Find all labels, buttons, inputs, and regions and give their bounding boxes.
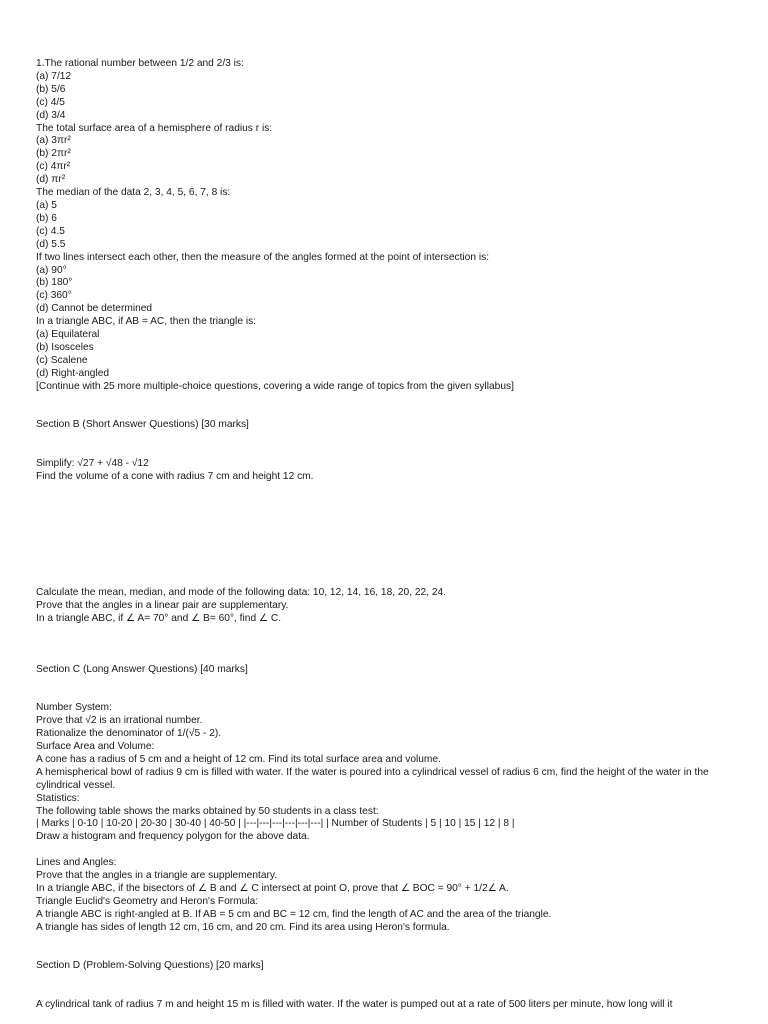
option-line: (b) 5/6 xyxy=(36,83,66,95)
spacer xyxy=(36,844,726,857)
option-line: (a) 3πr² xyxy=(36,135,71,147)
question-line: In a triangle ABC, if ∠ A= 70° and ∠ B= 60°, find ∠ C. xyxy=(36,612,282,624)
section-c xyxy=(36,664,726,935)
option-line: (a) Equilateral xyxy=(36,329,100,341)
option-line: (c) 4.5 xyxy=(36,225,65,237)
question-line: If two lines intersect each other, then the measure of the angles formed at the point of intersection is: xyxy=(36,251,490,263)
spacer xyxy=(36,484,726,587)
option-line: (a) 5 xyxy=(36,199,57,211)
question-line: The total surface area of a hemisphere of radius r is: xyxy=(36,122,273,134)
question-line: A triangle ABC is right-angled at B. If AB = 5 cm and BC = 12 cm, find the length of AC and the area of the triangle. xyxy=(36,908,552,920)
question-line: In a triangle ABC, if AB = AC, then the triangle is: xyxy=(36,316,257,328)
section-b xyxy=(36,419,726,625)
section-c-heading: Section C (Long Answer Questions) [40 marks] xyxy=(36,663,248,675)
topic-line: Lines and Angles: xyxy=(36,857,117,869)
question-line: Prove that the angles in a triangle are supplementary. xyxy=(36,870,278,882)
question-line: A cone has a radius of 5 cm and a height of 12 cm. Find its total surface area and volume. xyxy=(36,753,441,765)
question-line: Simplify: √27 + √48 - √12 xyxy=(36,458,149,470)
question-line: Rationalize the denominator of 1/(√5 - 2). xyxy=(36,728,222,740)
document-page xyxy=(36,58,726,1012)
question-line: The median of the data 2, 3, 4, 5, 6, 7, 8 is: xyxy=(36,187,231,199)
option-line: (d) 5.5 xyxy=(36,238,66,250)
spacer xyxy=(36,432,726,458)
question-line: A triangle has sides of length 12 cm, 16 cm, and 20 cm. Find its area using Heron's formula. xyxy=(36,921,450,933)
option-line: (b) 6 xyxy=(36,212,57,224)
option-line: (c) 4πr² xyxy=(36,161,71,173)
option-line: (c) 360° xyxy=(36,290,72,302)
option-line: (c) 4/5 xyxy=(36,96,65,108)
question-line: Prove that √2 is an irrational number. xyxy=(36,715,203,727)
question-line: The following table shows the marks obtained by 50 students in a class test: xyxy=(36,805,379,817)
option-line: (c) Scalene xyxy=(36,354,88,366)
question-line: A cylindrical tank of radius 7 m and height 15 m is filled with water. If the water is pumped out at a rate of 500 liters per minute, how long will it xyxy=(36,999,673,1011)
option-line: (d) 3/4 xyxy=(36,109,66,121)
option-line: (a) 7/12 xyxy=(36,70,72,82)
question-line: Draw a histogram and frequency polygon for the above data. xyxy=(36,831,310,843)
question-line: A hemispherical bowl of radius 9 cm is filled with water. If the water is poured into a cylindrical vessel of radius 6 cm, find the height of the water in the cylindrical vessel. xyxy=(36,766,712,791)
question-line: Find the volume of a cone with radius 7 cm and height 12 cm. xyxy=(36,470,314,482)
topic-line: Triangle Euclid's Geometry and Heron's Formula: xyxy=(36,895,259,907)
option-line: (a) 90° xyxy=(36,264,67,276)
section-d xyxy=(36,960,726,1012)
question-line: 1.The rational number between 1/2 and 2/3 is: xyxy=(36,58,244,69)
option-line: (d) Right-angled xyxy=(36,367,110,379)
question-line: Prove that the angles in a linear pair are supplementary. xyxy=(36,599,289,611)
option-line: (d) Cannot be determined xyxy=(36,303,153,315)
question-line: In a triangle ABC, if the bisectors of ∠ B and ∠ C intersect at point O, prove that ∠ BOC = 90° + 1/2∠ A. xyxy=(36,882,509,894)
instruction-note: [Continue with 25 more multiple-choice questions, covering a wide range of topics from the given syllabus] xyxy=(36,380,514,392)
spacer xyxy=(36,935,726,961)
section-a xyxy=(36,58,726,394)
option-line: (d) πr² xyxy=(36,174,66,186)
question-line: Calculate the mean, median, and mode of the following data: 10, 12, 14, 16, 18, 20, 22, 24. xyxy=(36,586,447,598)
spacer xyxy=(36,626,726,664)
spacer xyxy=(36,973,726,999)
spacer xyxy=(36,394,726,420)
section-d-heading: Section D (Problem-Solving Questions) [20 marks] xyxy=(36,960,264,972)
spacer xyxy=(36,677,726,703)
option-line: (b) 2πr² xyxy=(36,148,71,160)
topic-line: Surface Area and Volume: xyxy=(36,741,155,753)
topic-line: Statistics: xyxy=(36,792,80,804)
topic-line: Number System: xyxy=(36,702,112,714)
option-line: (b) Isosceles xyxy=(36,341,94,353)
table-text-line: | Marks | 0-10 | 10-20 | 20-30 | 30-40 | 40-50 | |---|---|---|---|---|---| | Number of Students | 5 | 10 | 15 | 12 | 8 | xyxy=(36,818,515,830)
section-b-heading: Section B (Short Answer Questions) [30 marks] xyxy=(36,419,249,431)
option-line: (b) 180° xyxy=(36,277,73,289)
